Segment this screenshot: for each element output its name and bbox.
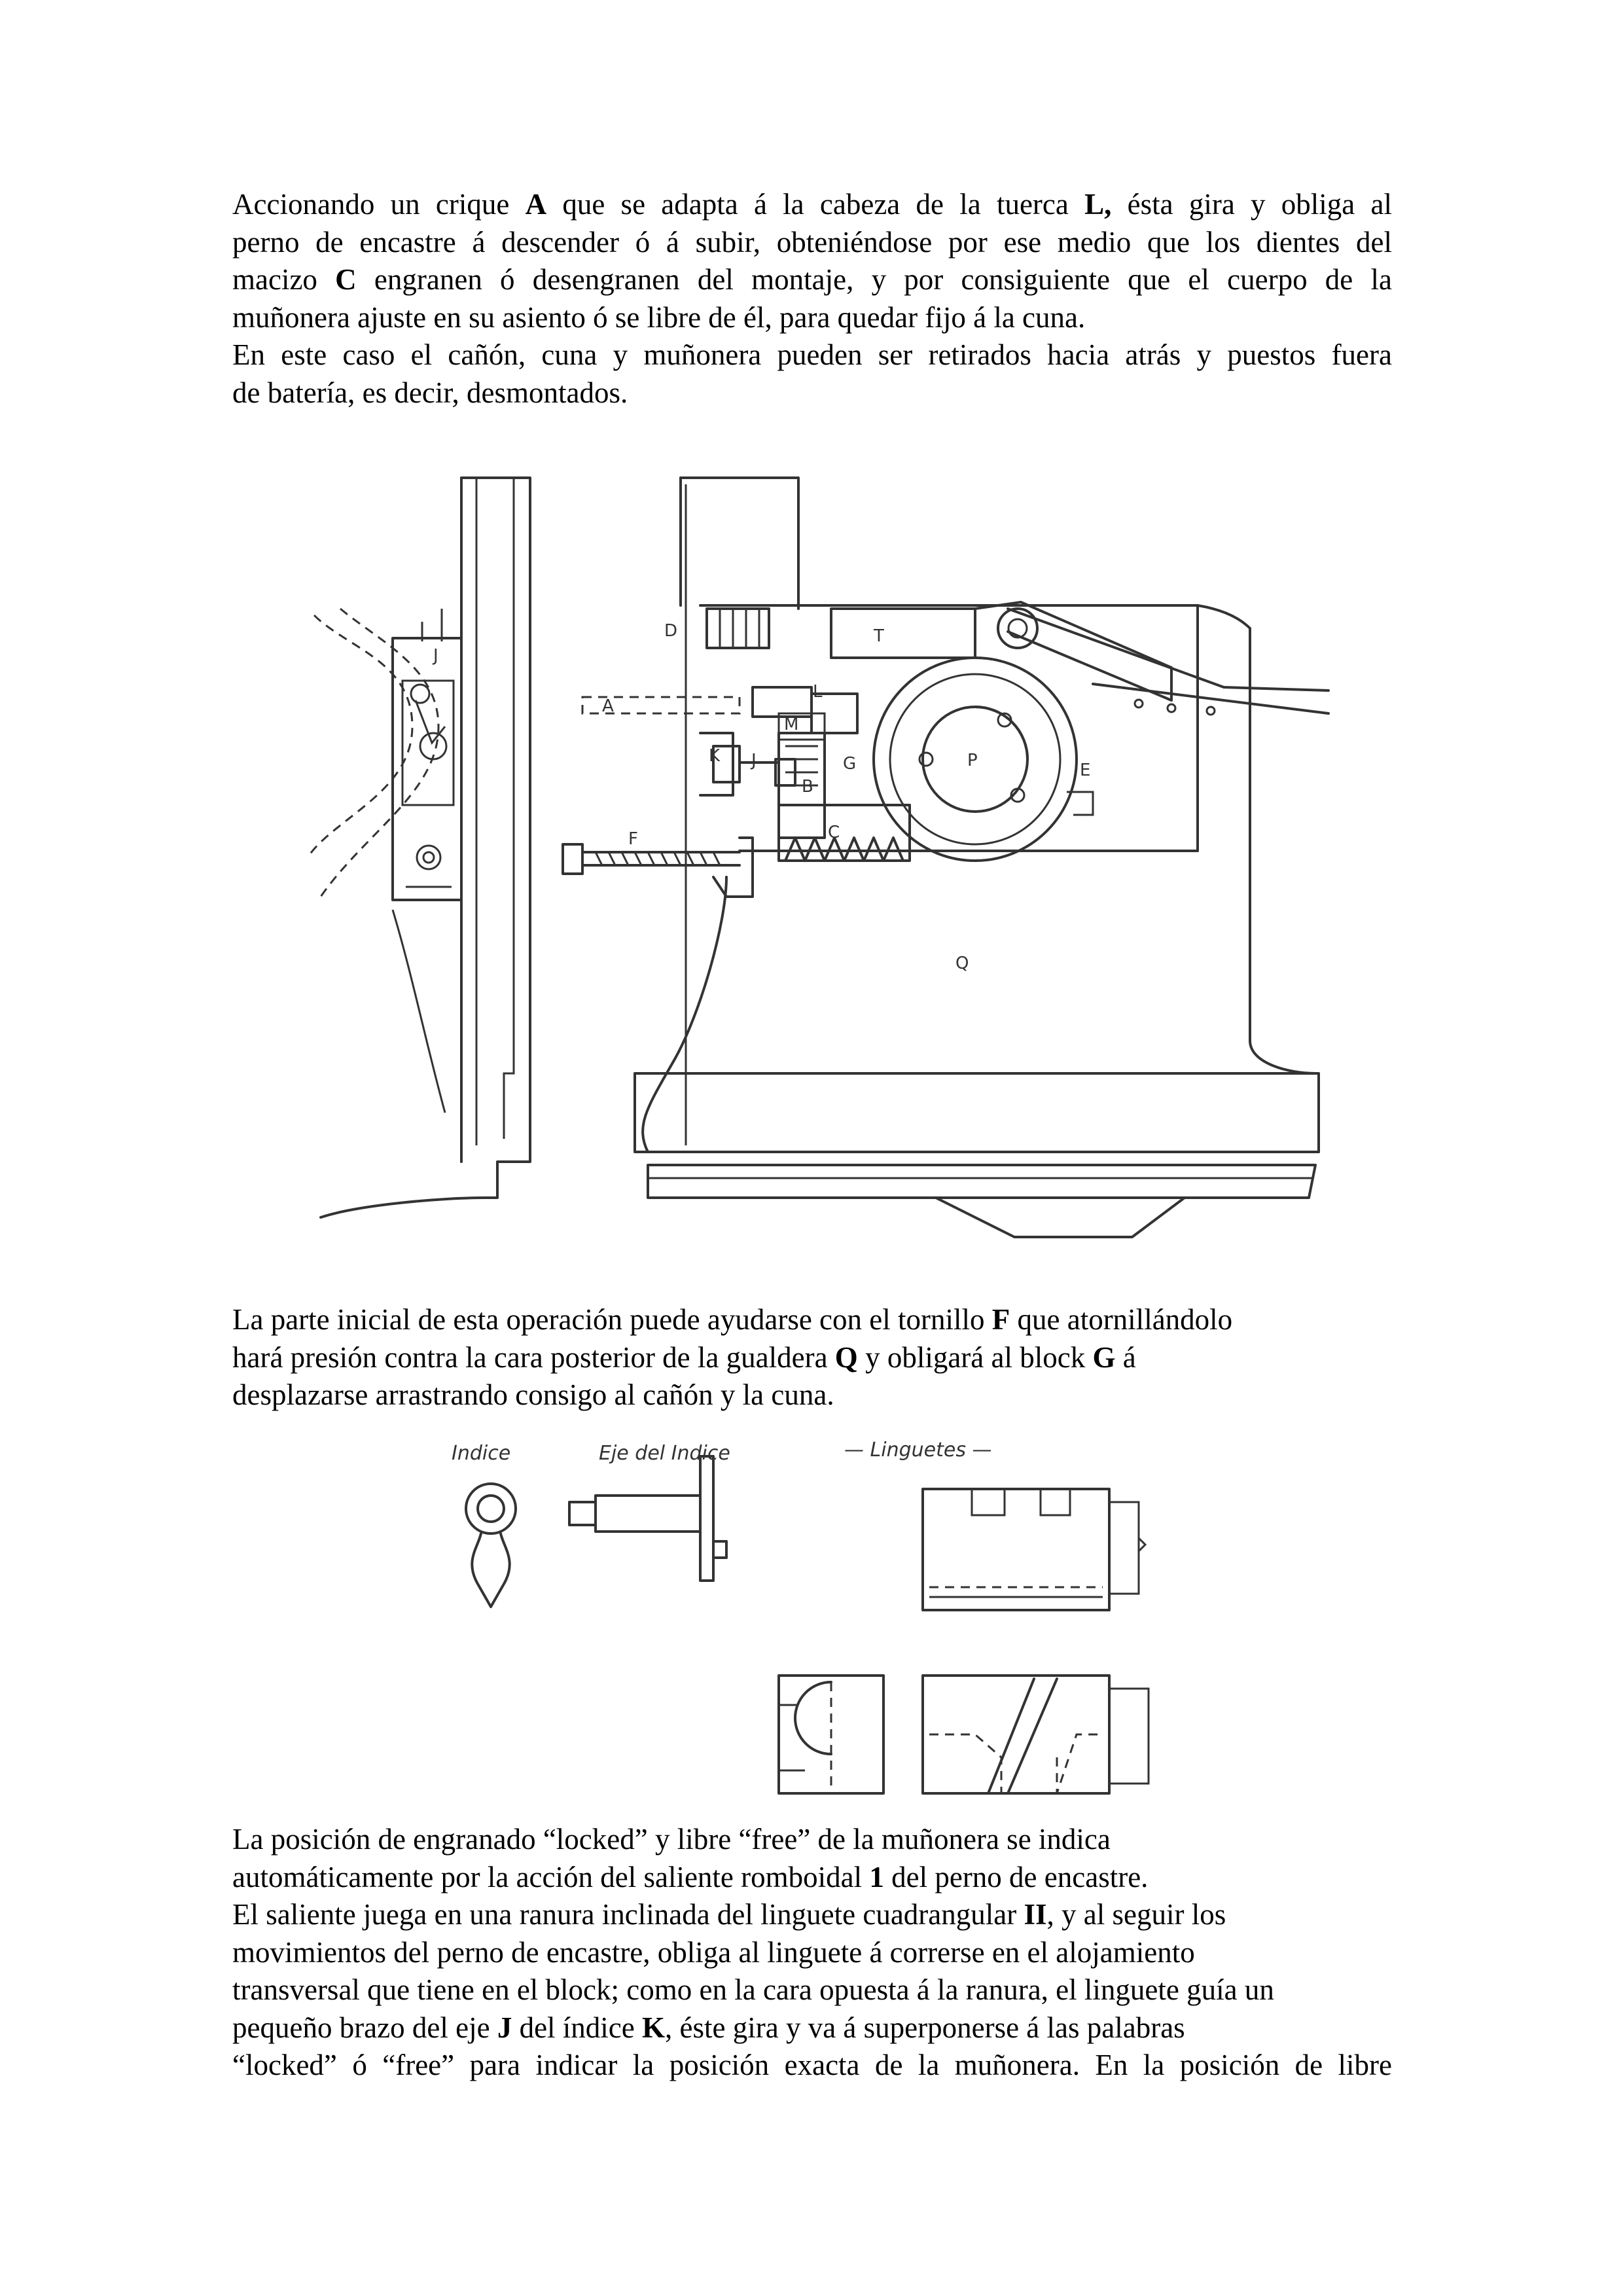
label-g: G [843, 754, 857, 774]
bold-reference: A [525, 188, 547, 221]
indice-part [466, 1484, 516, 1607]
bold-reference: Q [834, 1340, 858, 1374]
text-line [232, 336, 1392, 374]
text-run: Accionando un crique [232, 188, 526, 221]
label-eje-del-indice: Eje del Indice [599, 1442, 730, 1465]
text-line [232, 1339, 1392, 1377]
text-run: macizo [232, 263, 336, 296]
bold-reference: J [497, 2011, 512, 2044]
text-run: muñonera ajuste en su asiento ó se libre de él, para quedar fijo á la cuna. [232, 300, 1086, 334]
label-j-upper: J [433, 646, 438, 666]
text-run: En este caso el cañón, cuna y muñonera pueden ser retirados hacia atrás y puestos fuera [232, 338, 1392, 371]
text-line [232, 2009, 1392, 2047]
label-k: K [709, 746, 721, 766]
label-b: B [802, 777, 813, 797]
lever-arm-t [831, 602, 1329, 715]
label-d: D [664, 621, 678, 641]
linguete-slot-view [923, 1676, 1149, 1793]
label-l: L [813, 682, 823, 702]
indicator-plate [393, 609, 461, 900]
label-a: A [602, 696, 614, 716]
bold-reference: G [1092, 1340, 1116, 1374]
bold-reference: C [335, 263, 357, 296]
text-run: El saliente juega en una ranura inclinada del linguete cuadrangular [232, 1898, 1024, 1931]
text-run: engranen ó desengranen del montaje, y por consiguiente que el cuerpo de la [356, 263, 1392, 296]
bold-reference: 1 [869, 1860, 884, 1893]
text-line [232, 1896, 1392, 1934]
text-run: La posición de engranado “locked” y libre “free” de la muñonera se indica [232, 1823, 1111, 1856]
text-line [232, 374, 1392, 412]
text-line [232, 1971, 1392, 2009]
mechanism-diagram [281, 452, 1355, 1270]
text-line [232, 2047, 1392, 2085]
text-line [232, 1859, 1392, 1897]
linguete-end-view [779, 1676, 883, 1793]
screw-d [707, 609, 769, 648]
bold-reference: F [991, 1303, 1010, 1336]
paragraph-1 [232, 186, 1392, 412]
text-run: del índice [512, 2011, 642, 2044]
text-line [232, 1934, 1392, 1972]
text-line [232, 224, 1392, 262]
label-j-lower: J [751, 751, 757, 770]
left-frame-plate [321, 478, 530, 1217]
paragraph-3 [232, 1821, 1392, 2085]
text-run: “locked” ó “free” para indicar la posición exacta de la muñonera. En la posición de libre [232, 2049, 1392, 2081]
text-line [232, 299, 1392, 337]
text-run: pequeño brazo del eje [232, 2011, 497, 2044]
screw-f [563, 838, 753, 897]
text-run: á [1115, 1340, 1136, 1374]
carriage-base [635, 1073, 1319, 1237]
text-run: de batería, es decir, desmontados. [232, 376, 628, 409]
eje-del-indice-part [569, 1456, 726, 1581]
text-run: , éste gira y va á superponerse á las palabras [665, 2011, 1185, 2044]
bold-reference: II [1024, 1898, 1047, 1931]
text-run: movimientos del perno de encastre, obliga al linguete á correrse en el alojamiento [232, 1935, 1195, 1969]
text-line [232, 186, 1392, 224]
label-indice: Indice [452, 1442, 511, 1465]
text-run: que atornillándolo [1010, 1303, 1233, 1336]
paragraph-2 [232, 1301, 1392, 1414]
label-m: M [784, 715, 799, 734]
text-run: perno de encastre á descender ó á subir, obteniéndose por ese medio que los dientes del [232, 225, 1392, 259]
label-q: Q [955, 954, 969, 973]
label-linguetes: — Linguetes — [844, 1439, 992, 1462]
parts-diagram [432, 1430, 1198, 1810]
label-c: C [828, 823, 840, 842]
text-line [232, 1821, 1392, 1859]
label-f: F [628, 829, 638, 849]
label-t: T [874, 626, 884, 646]
bold-reference: K [642, 2011, 666, 2044]
text-line [232, 1301, 1392, 1339]
text-run: y obligará al block [857, 1340, 1093, 1374]
bold-reference: L, [1084, 188, 1112, 221]
text-line [232, 261, 1392, 299]
label-e: E [1080, 761, 1091, 780]
text-run: que se adapta á la cabeza de la tuerca [546, 188, 1085, 221]
text-run: , y al seguir los [1046, 1898, 1226, 1931]
text-run: automáticamente por la acción del saliente romboidal [232, 1860, 870, 1893]
text-run: hará presión contra la cara posterior de la gualdera [232, 1340, 835, 1374]
carriage-body [643, 478, 1315, 1152]
text-run: La parte inicial de esta operación puede ayudarse con el tornillo [232, 1303, 992, 1336]
text-run: del perno de encastre. [883, 1860, 1149, 1893]
text-run: desplazarse arrastrando consigo al cañón y la cuna. [232, 1378, 834, 1411]
text-run: transversal que tiene en el block; como en la cara opuesta á la ranura, el linguete guía un [232, 1973, 1274, 2006]
text-run: ésta gira y obliga al [1111, 188, 1392, 221]
linguete-front-view [923, 1489, 1145, 1610]
text-line [232, 1376, 1392, 1414]
label-p: P [967, 751, 978, 770]
